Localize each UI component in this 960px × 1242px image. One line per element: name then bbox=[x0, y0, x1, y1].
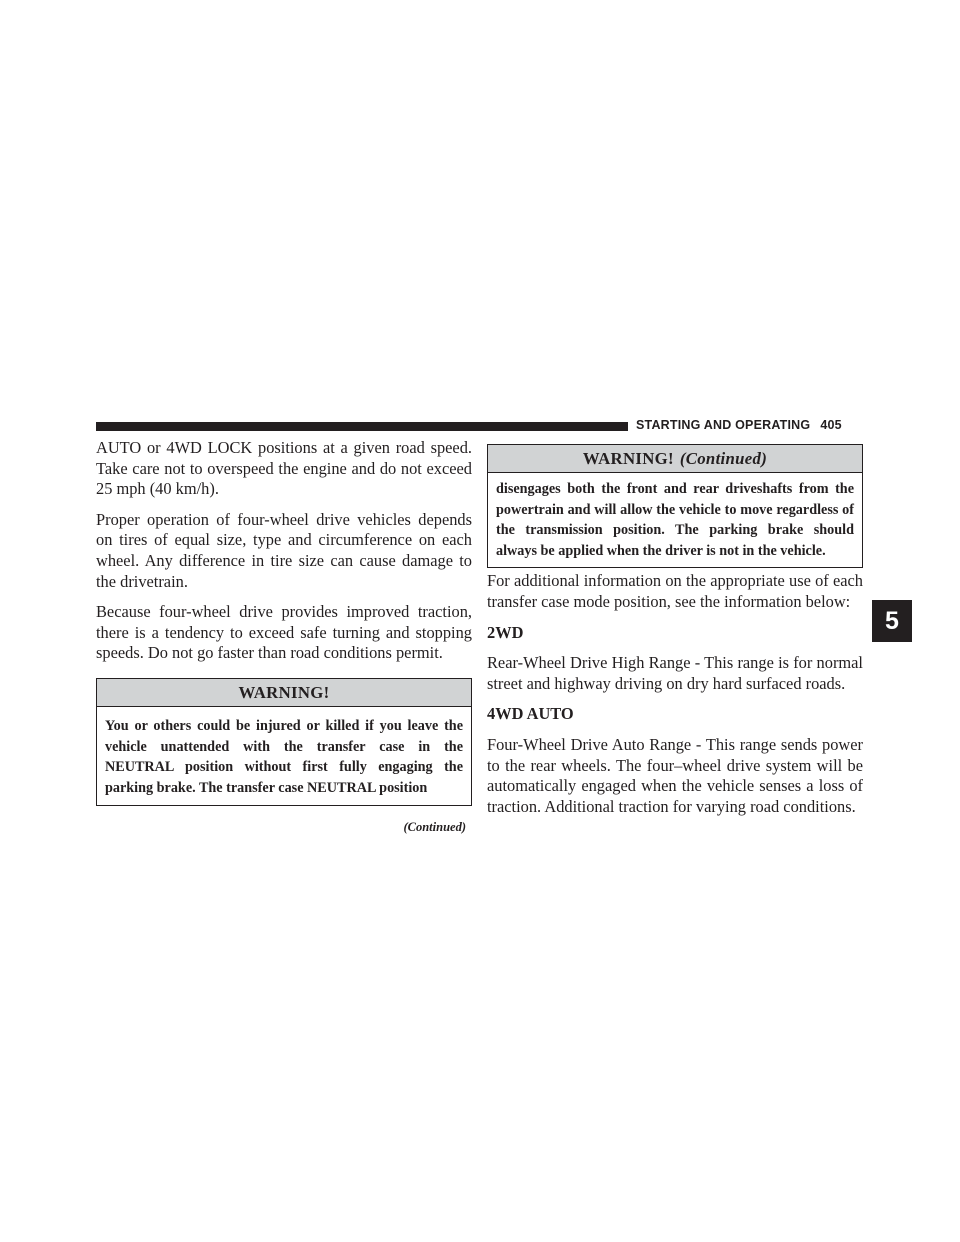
warning-title-text: WARNING! bbox=[582, 449, 674, 468]
paragraph: Proper operation of four-wheel drive vehicles depends on tires of equal size, type and circumference on each wheel. Any difference in tire size can cause damage to the drivetrain. bbox=[96, 509, 472, 591]
chapter-tab: 5 bbox=[872, 600, 912, 642]
warning-text: disengages both the front and rear driveshafts from the powertrain and will allow the vehicle to move regardless of the transmission position. The parking brake should always be applied when the driver is not in the vehicle. bbox=[496, 481, 854, 559]
heading-2wd: 2WD bbox=[487, 622, 524, 642]
paragraph: AUTO or 4WD LOCK positions at a given road speed. Take care not to overspeed the engine and do not exceed 25 mph (40 km/h). bbox=[96, 438, 472, 499]
right-column bbox=[487, 438, 863, 827]
warning-title-continued: (Continued) bbox=[679, 449, 768, 468]
warning-box-continued bbox=[487, 444, 863, 568]
warning-box bbox=[96, 678, 472, 806]
running-header bbox=[636, 418, 842, 432]
heading-4wd-auto: 4WD AUTO bbox=[487, 704, 574, 724]
section-title: STARTING AND OPERATING bbox=[636, 418, 811, 432]
paragraph-2wd: Rear-Wheel Drive High Range - This range is for normal street and highway driving on dry hard surfaced roads. bbox=[487, 653, 863, 693]
left-column bbox=[96, 438, 472, 835]
header-rule bbox=[96, 422, 628, 431]
warning-text: You or others could be injured or killed if you leave the vehicle unattended with the transfer case in the NEUTRAL position without first fully engaging the parking brake. The transfer case NEUTRAL position bbox=[105, 717, 463, 796]
page-number: 405 bbox=[820, 418, 842, 432]
paragraph: Because four-wheel drive provides improved traction, there is a tendency to exceed safe turning and stopping speeds. Do not go faster than road conditions permit. bbox=[96, 602, 472, 663]
warning-title bbox=[488, 445, 862, 473]
paragraph-4wd-auto: Four-Wheel Drive Auto Range - This range sends power to the rear wheels. The four–wheel drive system will be automatically engaged when the vehicle senses a loss of traction. Additional traction for varying road conditions. bbox=[487, 734, 863, 816]
continued-label: (Continued) bbox=[403, 820, 466, 835]
intro-paragraph: For additional information on the appropriate use of each transfer case mode position, see the information below: bbox=[487, 571, 863, 611]
warning-title: WARNING! bbox=[97, 679, 471, 707]
